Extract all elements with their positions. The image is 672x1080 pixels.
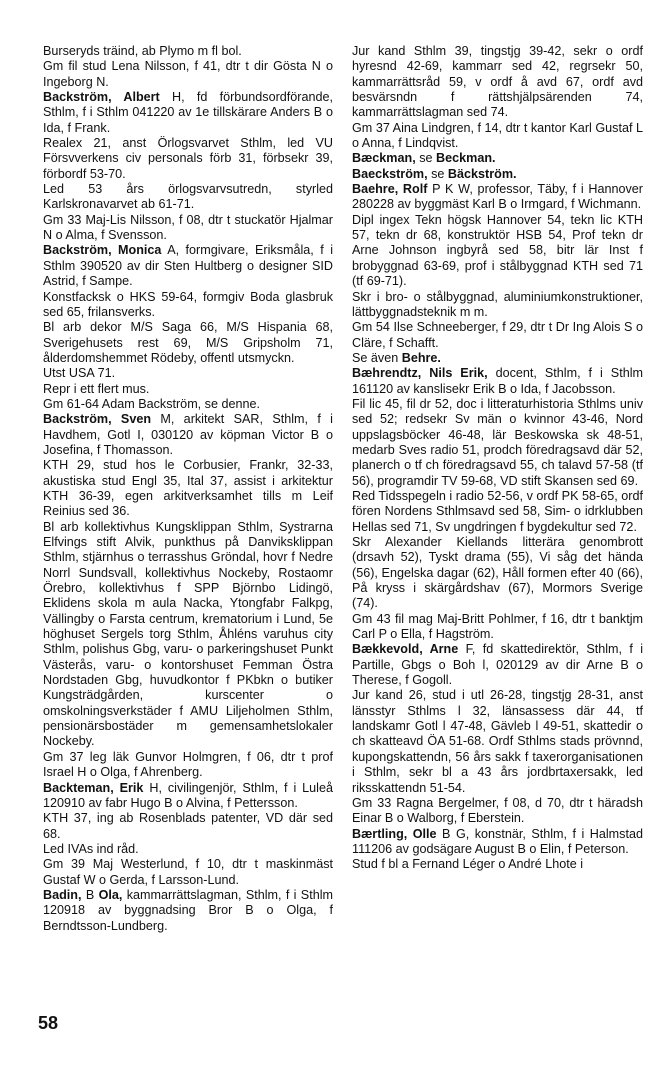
entry-paragraph bbox=[43, 857, 333, 888]
entry-text: KTH 37, ing ab Rosenblads patenter, VD där sed 68. bbox=[43, 811, 333, 841]
entry-text: Konstfacksk o HKS 59-64, formgiv Boda glasbruk sed 65, frilansverks. bbox=[43, 289, 333, 319]
entry-text: Gm 37 Aina Lindgren, f 14, dtr t kantor Karl Gustaf L o Anna, f Lindqvist. bbox=[352, 120, 643, 151]
entry-text: Fil lic 45, fil dr 52, doc i litteraturhistoria Sthlms univ sed 52; redsekr Sv män o kvinnor 43-46, Nord uppslagsböcker 46-48, lär Beskowska sk 48-51, medarb Sves radio 51, prodch föredragsavd där 52, planerch o tf ch föredragsavd 55, ch talavd 57-58 (tf 56), programdir TV 59-68, VD stift Skansen sed 69. bbox=[352, 396, 643, 488]
entry-text: KTH 29, stud hos le Corbusier, Frankr, 32-33, akustiska stud Engl 35, Ital 37, assist i arkitektur KTH 36-39, egen arkitverksamhet tills m Leif Reinius sed 36. bbox=[43, 458, 333, 519]
entry-text: se bbox=[427, 166, 448, 181]
entry-paragraph bbox=[352, 182, 643, 213]
entry-name: Badin, bbox=[43, 887, 82, 902]
entry-paragraph bbox=[352, 366, 643, 397]
entry-paragraph bbox=[43, 811, 333, 842]
entry-text: Dipl ingex Tekn högsk Hannover 54, tekn lic KTH 57, tekn dr 68, konstruktör HSB 54, Prof tekn dr Arne Johnson ingbyrå sed 58, bitr lär Inst f brobyggnad 63-69, prof i stålbyggnad KTH sed 71 (tf 69-71). bbox=[352, 212, 643, 289]
entry-paragraph bbox=[43, 382, 333, 397]
entry-text: se bbox=[415, 151, 437, 166]
entry-paragraph bbox=[352, 290, 643, 321]
entry-paragraph bbox=[43, 243, 333, 289]
entry-paragraph bbox=[352, 351, 643, 366]
entry-text: Led 53 års örlogsvarvsutredn, styrled Karlskronavarvet ab 61-71. bbox=[43, 182, 333, 212]
entry-paragraph bbox=[352, 44, 643, 121]
entry-text: B bbox=[81, 887, 99, 902]
entry-text: Stud f bl a Fernand Léger o André Lhote i bbox=[352, 857, 584, 872]
entry-name: Bäckström. bbox=[447, 166, 517, 181]
entry-name: Backström, Monica bbox=[43, 243, 162, 258]
entry-text: Gm 43 fil mag Maj-Britt Pohlmer, f 16, dtr t banktjm Carl P o Ella, f Hagström. bbox=[352, 611, 643, 642]
entry-paragraph bbox=[352, 612, 643, 643]
entry-text: Gm 61-64 Adam Backström, se denne. bbox=[43, 396, 260, 411]
entry-name: Backström, Albert bbox=[43, 90, 160, 105]
entry-text: Burseryds träind, ab Plymo m fl bol. bbox=[43, 44, 242, 58]
entry-paragraph bbox=[352, 213, 643, 290]
entry-text: Bl arb kollektivhus Kungsklippan Sthlm, Systrarna Elfvings stift Alvik, punkthus på Danviksklippan Sthlm, stjärnhus o terrasshus Gröndal, hovr f Nedre Norrl Sundsvall, kollektivhus Nockeby, Rostaomr Örebro, kollektivhus f SPP Björnbo Lidingö, Eklidens skola m aula Nacka, Ytongfabr Falkpg, Vällingby o Farsta centrum, krematorium i Lund, 5e höghuset Sergels torg Sthlm, Åhléns varuhus city Sthlm, polishus Gbg, varu- o parkeringshuset Punkt Västerås, varu- o kontorshuset Femman Östra Nordstaden Gbg, huvudkontor f PKbkn o butiker Kungsträdgården, kurscenter o omskolningsverkstäder f AMU Liljeholmen Sthlm, pensionärsbostäder m gemensamhetslokaler Nockeby. bbox=[43, 519, 333, 749]
entry-paragraph bbox=[352, 857, 643, 872]
entry-text: Gm 54 Ilse Schneeberger, f 29, dtr t Dr Ing Alois S o Cläre, f Schafft. bbox=[352, 320, 643, 350]
entry-paragraph bbox=[43, 136, 333, 182]
entry-paragraph bbox=[43, 90, 333, 136]
right-column bbox=[352, 44, 643, 873]
entry-text: Realex 21, anst Örlogsvarvet Sthlm, led VU Försvverkens civ personals förb 31, förbsekr 39, förbordf 53-70. bbox=[43, 136, 333, 181]
entry-text: B G, konstnär, Sthlm, f i Halmstad 111206 av godsägare August B o Elin, f Peterson. bbox=[352, 826, 643, 856]
entry-paragraph bbox=[352, 535, 643, 612]
entry-paragraph bbox=[43, 397, 333, 412]
entry-text: F, fd skattedirektör, Sthlm, f i Partille, Gbgs o Boh l, 020129 av dir Arne B o Therese, f Gogoll. bbox=[352, 642, 643, 688]
entry-text: Led IVAs ind råd. bbox=[43, 841, 139, 856]
entry-text: docent, Sthlm, f i Sthlm 161120 av kanslisekr Erik B o Ida, f Jacobsson. bbox=[352, 366, 643, 396]
entry-text: H, fd förbundsordförande, Sthlm, f i Sthlm 041220 av 1e tillskärare Anders B o Ida, f Frank. bbox=[43, 90, 333, 135]
entry-paragraph bbox=[352, 167, 643, 182]
entry-text: Gm 33 Ragna Bergelmer, f 08, d 70, dtr t häradsh Einar B o Walborg, f Eberstein. bbox=[352, 795, 643, 826]
entry-text: Skr Alexander Kiellands litterära genombrott (drsavh 52), Tyskt drama (55), Vi såg det hända (56), Engelska dagar (62), Håll formen efter 40 (66), På kryss i skärgårdshav (67), Mormors Sverige (74). bbox=[352, 535, 643, 611]
entry-paragraph bbox=[43, 213, 333, 244]
entry-text: Skr i bro- o stålbyggnad, aluminiumkonstruktioner, lättbyggnadsteknik m m. bbox=[352, 289, 643, 319]
entry-paragraph bbox=[43, 520, 333, 750]
entry-name: Backteman, Erik bbox=[43, 780, 144, 795]
entry-paragraph bbox=[352, 796, 643, 827]
entry-name: Bæckman, bbox=[352, 151, 416, 166]
entry-paragraph bbox=[352, 642, 643, 688]
entry-name: Behre. bbox=[401, 350, 441, 365]
entry-text: kammarrättslagman, Sthlm, f i Sthlm 120918 av byggnadsing Bror B o Olga, f Berndtsson-Lundberg. bbox=[43, 887, 333, 933]
entry-paragraph bbox=[352, 397, 643, 489]
entry-name: Baeckström, bbox=[352, 166, 428, 181]
entry-text: H, civilingenjör, Sthlm, f i Luleå 120910 av fabr Hugo B o Alvina, f Pettersson. bbox=[43, 780, 333, 810]
entry-paragraph bbox=[43, 59, 333, 90]
entry-text: Red Tidsspegeln i radio 52-56, v ordf PK 58-65, ordf fören Nordens Sthlmsavd sed 58, Sim- o idrklubben Hellas sed 71, Sv ungdringen f bygdekultur sed 72. bbox=[352, 488, 643, 534]
entry-paragraph bbox=[352, 688, 643, 795]
entry-text: Repr i ett flert mus. bbox=[43, 381, 150, 396]
entry-paragraph bbox=[43, 366, 333, 381]
entry-paragraph bbox=[352, 121, 643, 152]
entry-paragraph bbox=[43, 44, 333, 59]
entry-paragraph bbox=[352, 827, 643, 858]
entry-name: Bæhrendtz, Nils Erik, bbox=[352, 366, 488, 381]
entry-name: Bærtling, Olle bbox=[352, 826, 437, 841]
entry-text: Jur kand Sthlm 39, tingstjg 39-42, sekr o ordf hyresnd 42-69, kammarr sed 42, regrsekr 50, kammarrättsråd 59, v ordf å avd 67, ordf avd besvärsndn f rättshjälpsärenden 74, kammarrättslagman sed 74. bbox=[352, 44, 643, 120]
entry-text: Gm fil stud Lena Nilsson, f 41, dtr t dir Gösta N o Ingeborg N. bbox=[43, 59, 333, 89]
entry-paragraph bbox=[43, 781, 333, 812]
entry-paragraph bbox=[43, 182, 333, 213]
entry-text: Utst USA 71. bbox=[43, 366, 116, 381]
entry-text: A, formgivare, Eriksmåla, f i Sthlm 390520 av dir Sten Hultberg o designer SID Astrid, f Sampe. bbox=[43, 243, 333, 289]
page-number: 58 bbox=[38, 1013, 59, 1033]
entry-name: Ola, bbox=[98, 887, 123, 902]
entry-paragraph bbox=[352, 489, 643, 535]
left-column bbox=[43, 44, 333, 934]
entry-paragraph bbox=[43, 290, 333, 321]
entry-text: Gm 33 Maj-Lis Nilsson, f 08, dtr t stuckatör Hjalmar N o Alma, f Svensson. bbox=[43, 212, 333, 243]
entry-name: Backström, Sven bbox=[43, 412, 152, 427]
entry-text: P K W, professor, Täby, f i Hannover 280228 av byggmäst Karl B o Irmgard, f Wichmann. bbox=[352, 182, 643, 212]
entry-paragraph bbox=[43, 458, 333, 519]
entry-paragraph bbox=[352, 320, 643, 351]
entry-paragraph bbox=[43, 750, 333, 781]
entry-text: Bl arb dekor M/S Saga 66, M/S Hispania 68, Sverigehusets rest 69, M/S Gripsholm 71, ålderdomshemmet Rödeby, offentl utsmyckn. bbox=[43, 320, 333, 365]
entry-paragraph bbox=[352, 151, 643, 166]
entry-name: Beckman. bbox=[436, 151, 496, 166]
entry-name: Bækkevold, Arne bbox=[352, 642, 459, 657]
entry-text: Gm 37 leg läk Gunvor Holmgren, f 06, dtr t prof Israel H o Olga, f Ahrenberg. bbox=[43, 749, 333, 780]
entry-paragraph bbox=[43, 842, 333, 857]
entry-name: Baehre, Rolf bbox=[352, 182, 428, 197]
entry-paragraph bbox=[43, 320, 333, 366]
entry-paragraph bbox=[43, 412, 333, 458]
entry-text: M, arkitekt SAR, Sthlm, f i Havdhem, Gotl I, 030120 av köpman Victor B o Josefina, f Thomasson. bbox=[43, 412, 333, 457]
entry-paragraph bbox=[43, 888, 333, 934]
entry-text: Se även bbox=[352, 350, 402, 365]
entry-text: Jur kand 26, stud i utl 26-28, tingstjg 28-31, anst länsstyr Sthlms l 32, länsassess där 44, tf landskamr Gotl l 47-48, Gävleb l 49-51, skattedir o ch skatteavd ÖA 51-68. Ordf Sthlms stads prövnnd, kupongskattendn, 56 års sakk f taxerorganisationen i Sthlm, sekr bl a 43 års jordbrtaxersakk, led riksskattendn 51-54. bbox=[352, 688, 643, 795]
entry-text: Gm 39 Maj Westerlund, f 10, dtr t maskinmäst Gustaf W o Gerda, f Larsson-Lund. bbox=[43, 857, 333, 887]
